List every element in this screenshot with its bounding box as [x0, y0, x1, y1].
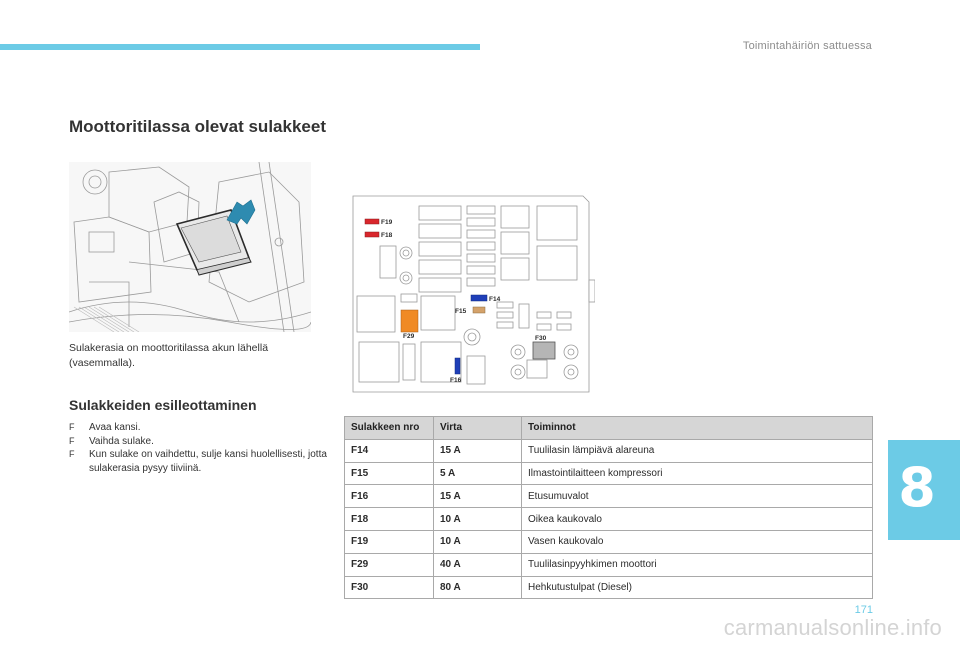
header-functions: Toiminnot: [522, 417, 873, 440]
fuse-function: Tuulilasinpyyhkimen moottori: [522, 553, 873, 576]
fuse-function: Tuulilasin lämpiävä alareuna: [522, 439, 873, 462]
fuse-number: F29: [345, 553, 434, 576]
step-item: [69, 448, 334, 475]
table-row: [345, 485, 873, 508]
fuse-number: F18: [345, 508, 434, 531]
top-accent-bar: [0, 44, 480, 50]
label-f14: F14: [489, 296, 501, 303]
table-header-row: [345, 417, 873, 440]
fuse-current: 10 A: [434, 508, 522, 531]
step-text: Avaa kansi.: [89, 422, 141, 433]
fuse-number: F15: [345, 462, 434, 485]
table-row: [345, 530, 873, 553]
fuse-current: 15 A: [434, 439, 522, 462]
engine-bay-caption: Sulakerasia on moottoritilassa akun lähellä (vasemmalla).: [69, 342, 269, 369]
fuse-function: Etusumuvalot: [522, 485, 873, 508]
bullet-icon: F: [69, 435, 75, 446]
header-fuse-number: Sulakkeen nro: [345, 417, 434, 440]
fuse-number: F14: [345, 439, 434, 462]
step-text: Vaihda sulake.: [89, 435, 154, 447]
fuse-function: Ilmastointilaitteen kompressori: [522, 462, 873, 485]
chapter-number: 8: [898, 456, 936, 519]
table-row: [345, 508, 873, 531]
fuse-f19: [365, 219, 379, 224]
fuse-table: [344, 416, 873, 599]
removal-steps: [69, 421, 334, 475]
fuse-box-diagram: [345, 192, 595, 398]
step-item: [69, 435, 334, 449]
fuse-f18: [365, 232, 379, 237]
bullet-icon: F: [69, 449, 75, 459]
label-f19: F19: [381, 219, 393, 226]
chapter-tab: [888, 440, 960, 540]
fuse-number: F16: [345, 485, 434, 508]
fuse-current: 10 A: [434, 530, 522, 553]
fuse-current: 80 A: [434, 576, 522, 599]
label-f16: F16: [450, 377, 462, 384]
label-f18: F18: [381, 232, 393, 239]
fuse-function: Oikea kaukovalo: [522, 508, 873, 531]
fuse-number: F19: [345, 530, 434, 553]
step-text: Kun sulake on vaihdettu, sulje kansi huolellisesti, jotta sulakerasia pysyy tiiviinä.: [89, 449, 327, 474]
bullet-icon: F: [69, 422, 75, 432]
fuse-number: F30: [345, 576, 434, 599]
step-item: [69, 421, 334, 435]
section-title: Toimintahäiriön sattuessa: [742, 40, 872, 52]
fuse-f29: [401, 310, 418, 332]
fuse-f16: [455, 358, 460, 374]
fuse-function: Vasen kaukovalo: [522, 530, 873, 553]
table-row: [345, 439, 873, 462]
fuse-current: 40 A: [434, 553, 522, 576]
fuse-function: Hehkutustulpat (Diesel): [522, 576, 873, 599]
label-f29: F29: [403, 333, 415, 340]
header-current: Virta: [434, 417, 522, 440]
fuse-f30: [533, 342, 555, 359]
main-heading: Moottoritilassa olevat sulakkeet: [69, 117, 326, 136]
table-row: [345, 462, 873, 485]
removal-heading: Sulakkeiden esilleottaminen: [69, 397, 257, 413]
label-f30: F30: [535, 335, 547, 342]
fuse-current: 5 A: [434, 462, 522, 485]
table-row: [345, 576, 873, 599]
fuse-f14: [471, 295, 487, 301]
page-number: 171: [854, 604, 873, 616]
fuse-f15: [473, 307, 485, 313]
table-row: [345, 553, 873, 576]
fuse-current: 15 A: [434, 485, 522, 508]
engine-bay-illustration: [69, 162, 311, 332]
label-f15: F15: [455, 308, 467, 315]
watermark: carmanualsonline.info: [723, 615, 942, 640]
